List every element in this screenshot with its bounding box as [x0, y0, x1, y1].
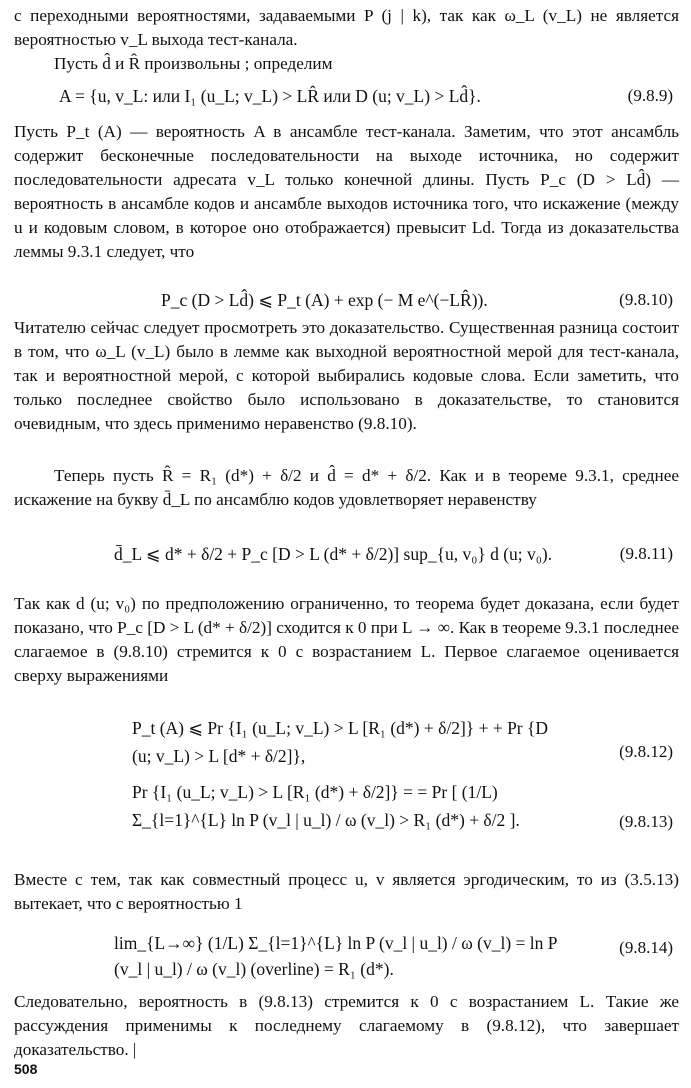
equation-number: (9.8.13): [619, 812, 673, 831]
paragraph-7: [14, 868, 679, 916]
paragraph-text: Читателю сейчас следует просмотреть это доказательство. Существенная разница состоит в том, что ω_L (v_L) было в лемме как выходной вероятностной мерой для тест-канала, так и вероятностной мерой, с которой выбирались кодовые слова. Если заметить, что только последнее свойство было использовано в доказательстве, то становится очевидным, что здесь применимо неравенство (9.8.10).: [14, 318, 679, 433]
equation-9-8-14: [14, 930, 679, 986]
paragraph-text: Теперь пусть R̂ = R₁ (d*) + δ/2 и d̂ = d* + δ/2. Как и в теореме 9.3.1, среднее искажение на букву d̄_L по ансамблю кодов удовлетворяет неравенству: [14, 466, 679, 509]
page-number: 508: [14, 1061, 38, 1077]
paragraph-text: Пусть d̂ и R̂ произвольны ; определим: [54, 54, 333, 73]
paragraph-3: [14, 120, 679, 264]
equation-9-8-11: [14, 544, 679, 572]
equation-body: Pr {I₁ (u_L; v_L) > L [R₁ (d*) + δ/2]} = = Pr [ (1/L) Σ_{l=1}^{L} ln P (v_l | u_l) / ω (v_l) > R₁ (d*) + δ/2 ].: [132, 782, 520, 830]
paragraph-text: Пусть P_t (A) — вероятность A в ансамбле тест-канала. Заметим, что этот ансамбль содержит бесконечные последовательности на выходе источника, но содержит последовательности адресата v_L только конечной длины. Пусть P_c (D > Ld̂) — вероятность в ансамбле кодов и ансамбле выходов источника того, что искажение (между u и кодовым словом, в которое оно отображается) превысит Ld. Тогда из доказательства леммы 9.3.1 следует, что: [14, 122, 679, 261]
equation-body: P_t (A) ⩽ Pr {I₁ (u_L; v_L) > L [R₁ (d*) + δ/2]} + + Pr {D (u; v_L) > L [d* + δ/2]},: [132, 718, 549, 766]
paragraph-text: Вместе с тем, так как совместный процесс u, v является эргодическим, то из (3.5.13) вытекает, что с вероятностью 1: [14, 870, 679, 913]
paragraph-1: [14, 4, 679, 52]
equation-number: (9.8.12): [619, 742, 673, 761]
paragraph-2: [14, 52, 679, 76]
equation-body: P_c (D > Ld̂) ⩽ P_t (A) + exp (− M e^(−LR̂)).: [161, 290, 488, 310]
equation-9-8-13: [14, 778, 679, 862]
paragraph-text: Следовательно, вероятность в (9.8.13) стремится к 0 с возрастанием L. Такие же рассуждения применимы к последнему слагаемому в (9.8.12), что завершает доказательство. |: [14, 992, 679, 1059]
paragraph-8: [14, 990, 679, 1062]
equation-9-8-9: [14, 86, 679, 114]
equation-body: lim_{L→∞} (1/L) Σ_{l=1}^{L} ln P (v_l | u_l) / ω (v_l) = ln P (v_l | u_l) / ω (v_l) (overline) = R₁ (d*).: [114, 933, 557, 979]
equation-number: (9.8.9): [627, 86, 673, 105]
paragraph-4: [14, 316, 679, 436]
paragraph-text: Так как d (u; v₀) по предположению ограниченно, то теорема будет доказана, если будет показано, что P_c [D > L (d* + δ/2)] сходится к 0 при L → ∞. Как в теореме 9.3.1 последнее слагаемое в (9.8.10) стремится к 0 с возрастанием L. Первое слагаемое оценивается сверху выражениями: [14, 594, 679, 685]
paragraph-5: [14, 464, 679, 512]
equation-body: d̄_L ⩽ d* + δ/2 + P_c [D > L (d* + δ/2)] sup_{u, v₀} d (u; v₀).: [114, 544, 553, 564]
equation-number: (9.8.10): [619, 290, 673, 309]
paragraph-6: [14, 592, 679, 688]
equation-body: A = {u, v_L: или I₁ (u_L; v_L) > LR̂ или D (u; v_L) > Ld̂}.: [59, 86, 481, 106]
equation-number: (9.8.14): [619, 938, 673, 957]
equation-9-8-10: [14, 290, 679, 318]
equation-number: (9.8.11): [619, 544, 673, 563]
paragraph-text: с переходными вероятностями, задаваемыми P (j | k), так как ω_L (v_L) не является вероятностью v_L выхода тест-канала.: [14, 6, 679, 49]
equation-9-8-12: [14, 714, 679, 770]
